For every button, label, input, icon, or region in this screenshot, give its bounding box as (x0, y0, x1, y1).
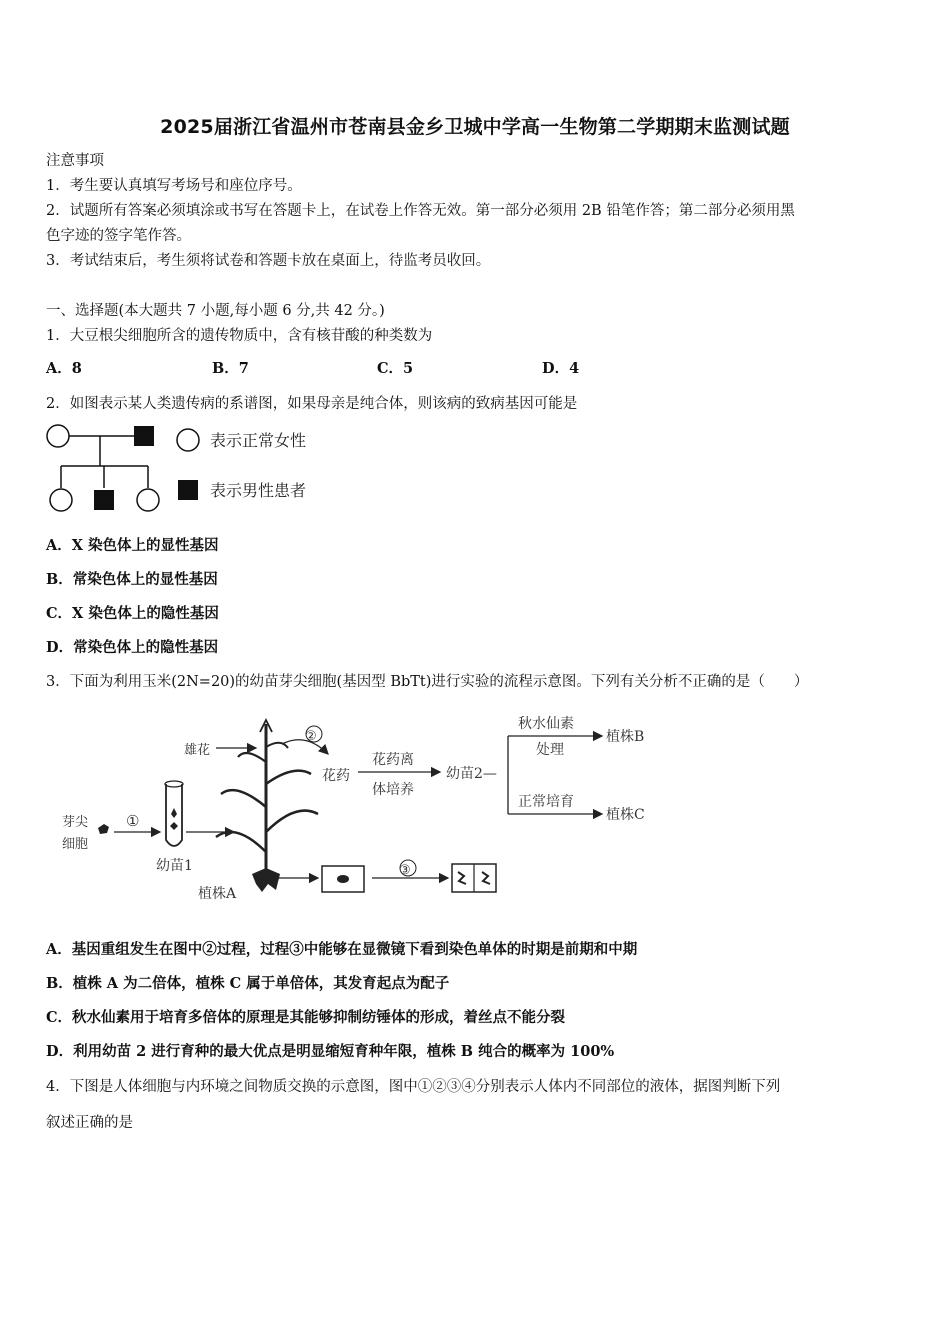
bud-cell-icon (98, 824, 109, 834)
plant-c-label: 植株C (606, 807, 645, 823)
daughter-symbol (50, 489, 72, 511)
q2-option-b[interactable]: B．常染色体上的显性基因 (46, 571, 218, 588)
question-2-stem: 2．如图表示某人类遗传病的系谱图，如果母亲是纯合体，则该病的致病基因可能是 (46, 396, 578, 412)
step-2-label: ② (305, 729, 317, 744)
legend-female-label: 表示正常女性 (210, 431, 307, 450)
q2-option-c[interactable]: C．X 染色体上的隐性基因 (46, 605, 219, 622)
corn-plant-icon (216, 720, 318, 892)
question-4-stem: 4．下图是人体细胞与内环境之间物质交换的示意图，图中①②③④分别表示人体内不同部位的液体，据图判断下列 (46, 1079, 781, 1095)
question-1-stem: 1．大豆根尖细胞所含的遗传物质中，含有核苷酸的种类数为 (46, 328, 433, 344)
male-flower-label: 雄花 (184, 743, 211, 758)
question-4-stem: 叙述正确的是 (46, 1115, 133, 1131)
q1-option-d[interactable]: D．4 (542, 360, 580, 377)
breeding-flow-diagram (56, 702, 676, 907)
anther-label: 花药 (322, 768, 350, 784)
colchicine-label: 秋水仙素 (518, 716, 574, 732)
q1-option-b[interactable]: B．7 (212, 360, 249, 377)
normal-culture-label: 正常培育 (518, 794, 574, 810)
q1-option-a[interactable]: A．8 (46, 360, 82, 377)
anther-culture-label: 体培养 (372, 782, 414, 798)
q3-option-b[interactable]: B．植株 A 为二倍体，植株 C 属于单倍体，其发育起点为配子 (46, 975, 450, 992)
page-title: 2025届浙江省温州市苍南县金乡卫城中学高一生物第二学期期末监测试题 (160, 116, 790, 138)
notice-item: 2．试题所有答案必须填涂或书写在答题卡上，在试卷上作答无效。第一部分必须用 2B 铅笔作答；第二部分必须用黑 (46, 203, 795, 219)
step-1-label: ① (126, 812, 140, 830)
daughter-symbol (137, 489, 159, 511)
mother-symbol (47, 425, 69, 447)
q1-option-c[interactable]: C．5 (377, 360, 414, 377)
notice-item: 色字迹的签字笔作答。 (46, 228, 191, 244)
legend-male-icon (178, 480, 198, 500)
q2-option-a[interactable]: A．X 染色体上的显性基因 (46, 537, 219, 554)
section-heading: 一、选择题(本大题共 7 小题,每小题 6 分,共 42 分。) (46, 303, 385, 319)
notice-item: 3．考试结束后，考生须将试卷和答题卡放在桌面上，待监考员收回。 (46, 253, 491, 269)
bud-cell-label: 芽尖 (62, 815, 89, 830)
pedigree-chart (40, 418, 340, 518)
father-symbol (134, 426, 154, 446)
notice-heading: 注意事项 (46, 153, 104, 169)
seedling-1-label: 幼苗1 (156, 858, 193, 874)
plant-a-label: 植株A (198, 886, 237, 902)
q3-option-c[interactable]: C．秋水仙素用于培育多倍体的原理是其能够抑制纺锤体的形成，着丝点不能分裂 (46, 1009, 566, 1026)
q3-option-d[interactable]: D．利用幼苗 2 进行育种的最大优点是明显缩短育种年限，植株 B 纯合的概率为 100% (46, 1043, 615, 1060)
legend-male-label: 表示男性患者 (210, 481, 307, 500)
question-3-stem: 3．下面为利用玉米(2N=20)的幼苗芽尖细胞(基因型 BbTt)进行实验的流程示意图。下列有关分析不正确的是（ ） (46, 674, 809, 690)
notice-item: 1．考生要认真填写考场号和座位序号。 (46, 178, 302, 194)
step-3-label: ③ (399, 863, 411, 878)
legend-female-icon (177, 429, 199, 451)
anther-culture-label: 花药离 (372, 752, 414, 768)
q2-option-d[interactable]: D．常染色体上的隐性基因 (46, 639, 219, 656)
colchicine-label: 处理 (536, 742, 564, 758)
seedling-2-label: 幼苗2— (446, 766, 497, 782)
q3-option-a[interactable]: A．基因重组发生在图中②过程，过程③中能够在显微镜下看到染色单体的时期是前期和中期 (46, 941, 638, 958)
plant-b-label: 植株B (606, 729, 645, 745)
affected-son-symbol (94, 490, 114, 510)
bud-cell-label: 细胞 (62, 837, 89, 852)
